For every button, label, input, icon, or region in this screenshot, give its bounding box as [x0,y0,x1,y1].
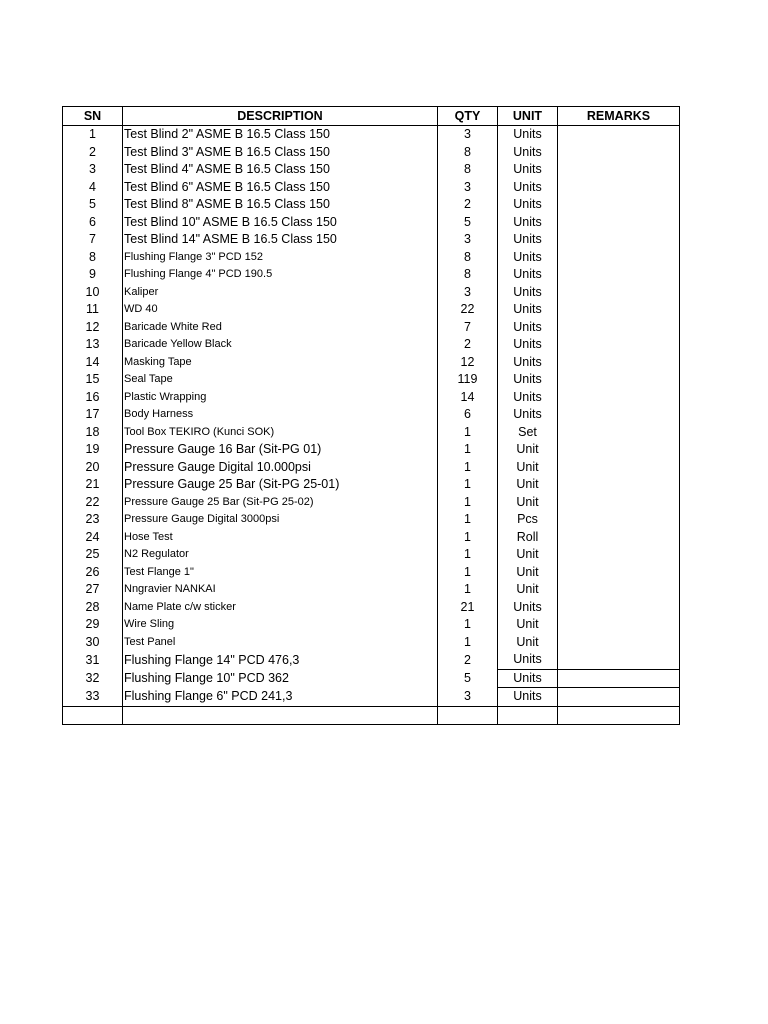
cell-unit: Unit [498,616,558,634]
table-row [63,651,680,669]
cell-qty: 6 [438,406,498,424]
cell-description: Test Blind 3" ASME B 16.5 Class 150 [123,144,438,162]
header-remarks: REMARKS [558,107,680,126]
cell-remarks [558,196,680,214]
table-row [63,424,680,442]
cell-qty: 1 [438,529,498,547]
cell-description: Baricade White Red [123,319,438,337]
cell-qty: 5 [438,214,498,232]
cell-remarks [558,529,680,547]
table-row [63,688,680,707]
cell-remarks [558,161,680,179]
table-row [63,179,680,197]
table-header [63,107,680,126]
table-row [63,161,680,179]
cell-description: Name Plate c/w sticker [123,599,438,617]
cell-unit: Unit [498,494,558,512]
cell-remarks [558,406,680,424]
cell-unit: Units [498,651,558,669]
cell-description: Flushing Flange 4" PCD 190.5 [123,266,438,284]
cell-description: Pressure Gauge Digital 10.000psi [123,459,438,477]
cell-remarks [558,284,680,302]
header-description: DESCRIPTION [123,107,438,126]
empty-cell [498,706,558,724]
cell-remarks [558,371,680,389]
cell-sn: 30 [63,634,123,652]
empty-cell [438,706,498,724]
cell-remarks [558,599,680,617]
cell-description: WD 40 [123,301,438,319]
cell-remarks [558,249,680,267]
table-row [63,511,680,529]
cell-unit: Units [498,231,558,249]
cell-sn: 27 [63,581,123,599]
cell-description: Flushing Flange 14" PCD 476,3 [123,651,438,669]
table-row [63,389,680,407]
cell-qty: 1 [438,511,498,529]
cell-description: Body Harness [123,406,438,424]
cell-remarks [558,231,680,249]
cell-remarks [558,126,680,144]
cell-description: Test Blind 10" ASME B 16.5 Class 150 [123,214,438,232]
cell-unit: Units [498,249,558,267]
table-row [63,476,680,494]
table-row [63,459,680,477]
cell-description: Masking Tape [123,354,438,372]
table-row [63,371,680,389]
cell-sn: 20 [63,459,123,477]
cell-unit: Unit [498,564,558,582]
table-row [63,616,680,634]
cell-sn: 6 [63,214,123,232]
cell-remarks [558,634,680,652]
table-row [63,336,680,354]
cell-unit: Units [498,284,558,302]
table-row [63,266,680,284]
table-row [63,634,680,652]
cell-qty: 1 [438,476,498,494]
cell-remarks [558,669,680,688]
cell-sn: 12 [63,319,123,337]
cell-sn: 29 [63,616,123,634]
empty-cell [558,706,680,724]
cell-description: Nngravier NANKAI [123,581,438,599]
inventory-sheet [62,106,679,725]
cell-description: Tool Box TEKIRO (Kunci SOK) [123,424,438,442]
cell-sn: 18 [63,424,123,442]
empty-cell [63,706,123,724]
table-row [63,406,680,424]
cell-remarks [558,564,680,582]
cell-unit: Units [498,179,558,197]
cell-unit: Pcs [498,511,558,529]
table-row [63,144,680,162]
cell-unit: Unit [498,546,558,564]
cell-remarks [558,354,680,372]
cell-remarks [558,214,680,232]
table-row [63,669,680,688]
cell-qty: 1 [438,459,498,477]
cell-qty: 3 [438,284,498,302]
table-row [63,564,680,582]
header-qty: QTY [438,107,498,126]
cell-sn: 22 [63,494,123,512]
cell-description: Test Flange 1" [123,564,438,582]
cell-sn: 16 [63,389,123,407]
cell-sn: 28 [63,599,123,617]
cell-sn: 17 [63,406,123,424]
cell-remarks [558,441,680,459]
cell-remarks [558,476,680,494]
cell-description: Hose Test [123,529,438,547]
table-row [63,354,680,372]
cell-unit: Units [498,336,558,354]
cell-sn: 13 [63,336,123,354]
cell-unit: Units [498,389,558,407]
table-row [63,599,680,617]
table-row [63,284,680,302]
cell-description: Wire Sling [123,616,438,634]
cell-qty: 1 [438,546,498,564]
table-row [63,231,680,249]
cell-description: Test Blind 14" ASME B 16.5 Class 150 [123,231,438,249]
cell-description: Test Blind 4" ASME B 16.5 Class 150 [123,161,438,179]
cell-remarks [558,581,680,599]
cell-unit: Units [498,196,558,214]
cell-unit: Units [498,144,558,162]
cell-remarks [558,266,680,284]
table-row [63,301,680,319]
cell-unit: Units [498,669,558,688]
header-unit: UNIT [498,107,558,126]
table-row [63,319,680,337]
cell-sn: 15 [63,371,123,389]
cell-description: Pressure Gauge Digital 3000psi [123,511,438,529]
cell-sn: 8 [63,249,123,267]
cell-unit: Unit [498,476,558,494]
cell-remarks [558,511,680,529]
table-row [63,546,680,564]
cell-qty: 2 [438,336,498,354]
cell-qty: 119 [438,371,498,389]
cell-qty: 12 [438,354,498,372]
cell-description: Flushing Flange 10" PCD 362 [123,669,438,688]
cell-qty: 8 [438,161,498,179]
cell-remarks [558,688,680,707]
header-row [63,107,680,126]
cell-unit: Units [498,214,558,232]
table-row [63,126,680,144]
cell-qty: 2 [438,651,498,669]
cell-qty: 8 [438,249,498,267]
cell-unit: Set [498,424,558,442]
cell-sn: 11 [63,301,123,319]
cell-qty: 14 [438,389,498,407]
cell-unit: Units [498,354,558,372]
cell-qty: 1 [438,564,498,582]
cell-description: Kaliper [123,284,438,302]
cell-description: Flushing Flange 3" PCD 152 [123,249,438,267]
cell-qty: 8 [438,144,498,162]
table-row [63,441,680,459]
cell-unit: Units [498,126,558,144]
cell-unit: Units [498,688,558,707]
cell-description: Test Blind 2" ASME B 16.5 Class 150 [123,126,438,144]
cell-qty: 1 [438,424,498,442]
cell-sn: 21 [63,476,123,494]
cell-sn: 24 [63,529,123,547]
cell-remarks [558,494,680,512]
cell-description: Test Blind 8" ASME B 16.5 Class 150 [123,196,438,214]
cell-unit: Units [498,371,558,389]
cell-sn: 7 [63,231,123,249]
cell-sn: 1 [63,126,123,144]
cell-qty: 3 [438,179,498,197]
cell-description: Test Blind 6" ASME B 16.5 Class 150 [123,179,438,197]
cell-qty: 3 [438,126,498,144]
cell-remarks [558,336,680,354]
cell-qty: 7 [438,319,498,337]
table-row [63,581,680,599]
cell-unit: Unit [498,459,558,477]
cell-description: Plastic Wrapping [123,389,438,407]
cell-sn: 4 [63,179,123,197]
cell-description: Pressure Gauge 25 Bar (Sit-PG 25-02) [123,494,438,512]
cell-qty: 21 [438,599,498,617]
cell-unit: Unit [498,634,558,652]
cell-remarks [558,616,680,634]
cell-unit: Units [498,406,558,424]
table-row [63,196,680,214]
cell-sn: 19 [63,441,123,459]
cell-description: Test Panel [123,634,438,652]
cell-sn: 14 [63,354,123,372]
cell-sn: 31 [63,651,123,669]
table-row [63,249,680,267]
table-row [63,529,680,547]
cell-qty: 8 [438,266,498,284]
cell-qty: 3 [438,688,498,707]
cell-unit: Roll [498,529,558,547]
table-body [63,126,680,725]
cell-qty: 3 [438,231,498,249]
empty-row [63,706,680,724]
cell-qty: 1 [438,616,498,634]
cell-sn: 33 [63,688,123,707]
cell-sn: 26 [63,564,123,582]
cell-description: Baricade Yellow Black [123,336,438,354]
table-row [63,214,680,232]
cell-sn: 5 [63,196,123,214]
cell-sn: 25 [63,546,123,564]
cell-qty: 1 [438,441,498,459]
cell-qty: 1 [438,634,498,652]
cell-remarks [558,319,680,337]
cell-remarks [558,651,680,669]
cell-sn: 3 [63,161,123,179]
cell-sn: 9 [63,266,123,284]
cell-qty: 5 [438,669,498,688]
cell-description: Pressure Gauge 25 Bar (Sit-PG 25-01) [123,476,438,494]
cell-remarks [558,179,680,197]
cell-qty: 1 [438,581,498,599]
cell-sn: 32 [63,669,123,688]
cell-remarks [558,424,680,442]
cell-description: Flushing Flange 6" PCD 241,3 [123,688,438,707]
header-sn: SN [63,107,123,126]
cell-unit: Units [498,266,558,284]
cell-remarks [558,546,680,564]
cell-sn: 10 [63,284,123,302]
cell-qty: 2 [438,196,498,214]
cell-qty: 22 [438,301,498,319]
cell-description: N2 Regulator [123,546,438,564]
cell-remarks [558,389,680,407]
cell-unit: Units [498,319,558,337]
cell-description: Seal Tape [123,371,438,389]
cell-unit: Unit [498,441,558,459]
cell-remarks [558,301,680,319]
cell-remarks [558,144,680,162]
empty-cell [123,706,438,724]
inventory-table [62,106,680,725]
cell-sn: 23 [63,511,123,529]
cell-unit: Units [498,161,558,179]
cell-sn: 2 [63,144,123,162]
cell-description: Pressure Gauge 16 Bar (Sit-PG 01) [123,441,438,459]
table-row [63,494,680,512]
cell-qty: 1 [438,494,498,512]
cell-unit: Units [498,599,558,617]
cell-remarks [558,459,680,477]
cell-unit: Unit [498,581,558,599]
cell-unit: Units [498,301,558,319]
